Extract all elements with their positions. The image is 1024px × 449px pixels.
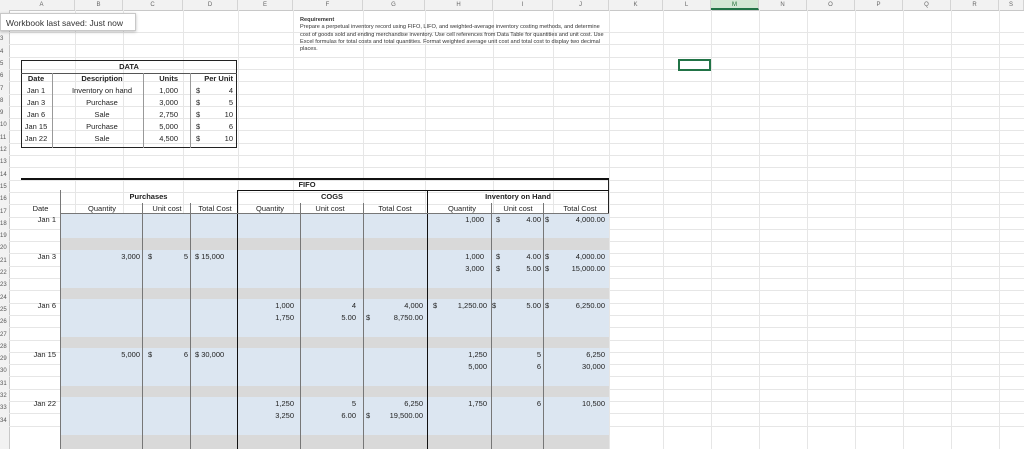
fifo-jan3-p-uc-cur: $ [148, 252, 153, 261]
data-row-description[interactable]: Purchase [86, 98, 118, 107]
data-row-description[interactable]: Inventory on hand [71, 86, 133, 95]
row-header-22[interactable]: 22 [0, 270, 7, 276]
fifo-jan3-p-uc[interactable]: 5 [183, 252, 188, 261]
row-header-11[interactable]: 11 [0, 134, 7, 141]
fifo-jan3-p-qty[interactable]: 3,000 [121, 252, 140, 261]
fifo-jan1-inv-tc-cur: $ [545, 215, 550, 224]
fifo-jan22-inv-qty1[interactable]: 1,750 [468, 399, 487, 408]
row-header-34[interactable]: 34 [0, 417, 7, 424]
fifo-jan6-inv-tc-cur: $ [545, 301, 550, 310]
fifo-jan3-inv-uc2-cur: $ [496, 264, 501, 273]
fifo-jan15-p-qty[interactable]: 5,000 [121, 350, 140, 359]
fifo-column-line [543, 203, 544, 449]
fifo-column-line [363, 203, 364, 449]
row-header-26[interactable]: 26 [0, 319, 7, 326]
data-row-currency[interactable]: $ [196, 110, 201, 119]
row-header-9[interactable]: 9 [0, 110, 4, 117]
data-header-units: Units [159, 74, 178, 83]
row-header-16[interactable]: 16 [0, 196, 7, 203]
data-row-units[interactable]: 2,750 [159, 110, 178, 119]
row-header-20[interactable]: 20 [0, 245, 7, 252]
fifo-header-date: Date [32, 204, 49, 213]
column-header-l[interactable]: L [663, 0, 711, 10]
fifo-jan6-cogs-uc2[interactable]: 5.00 [341, 313, 356, 322]
fifo-jan6-inv-cur: $ [433, 301, 438, 310]
column-header-d[interactable]: D [183, 0, 238, 10]
fifo-jan22-inv-tc1[interactable]: 10,500 [582, 399, 605, 408]
row-header-24[interactable]: 24 [0, 294, 7, 301]
data-row-per-unit[interactable]: 4 [228, 86, 233, 95]
data-row-description[interactable]: Purchase [86, 122, 118, 131]
fifo-jan15-inv-uc2[interactable]: 6 [536, 362, 541, 371]
requirement-text: Prepare a perpetual inventory record using FIFO, LIFO, and weighted-average inventory costing methods, and determine cost of goods sold and ending merchandise inventory. Use cell references from Data Table for quantities and unit cost. Use Excel formulas for total costs and total quantities. Format weighted average unit cost and total cost to display two decimal places. [300, 24, 604, 53]
fifo-column-line [300, 203, 301, 449]
data-row-units[interactable]: 4,500 [159, 134, 178, 143]
data-header-date: Date [27, 74, 45, 83]
data-table-column-line [52, 73, 53, 148]
row-header-25[interactable]: 25 [0, 306, 7, 313]
fifo-jan22-cogs-tc2-cur: $ [366, 411, 371, 420]
fifo-jan22-cogs-tc2[interactable]: 19,500.00 [389, 411, 423, 420]
column-header-f[interactable]: F [293, 0, 363, 10]
grid-row-line [9, 155, 1024, 156]
fifo-jan22-cogs-qty2[interactable]: 3,250 [275, 411, 294, 420]
column-header-p[interactable]: P [855, 0, 903, 10]
row-header-14[interactable]: 14 [0, 171, 7, 178]
fifo-jan3-inv-tc2[interactable]: 15,000.00 [571, 264, 605, 273]
row-header-6[interactable]: 6 [0, 73, 4, 80]
fifo-jan6-cogs-tc1[interactable]: 4,000 [404, 301, 423, 310]
fifo-jan15-p-uc[interactable]: 6 [183, 350, 188, 359]
data-table-title: DATA [119, 62, 139, 71]
fifo-header-i-unit-cost: Unit cost [503, 204, 533, 213]
column-header-a[interactable]: A [9, 0, 75, 10]
requirement-title: Requirement [300, 17, 335, 23]
row-header-17[interactable]: 17 [0, 208, 7, 215]
fifo-jan15-p-uc-cur: $ [148, 350, 153, 359]
fifo-jan6-cogs-tc2-cur: $ [366, 313, 371, 322]
fifo-jan1-inv-tc[interactable]: 4,000.00 [575, 215, 605, 224]
data-row-units[interactable]: 5,000 [159, 122, 178, 131]
column-header-c[interactable]: C [123, 0, 183, 10]
fifo-jan15-inv-uc1[interactable]: 5 [536, 350, 541, 359]
fifo-jan15-inv-tc1[interactable]: 6,250 [586, 350, 605, 359]
data-row-units[interactable]: 3,000 [159, 98, 178, 107]
column-header-e[interactable]: E [238, 0, 293, 10]
data-row-date[interactable]: Jan 3 [26, 98, 46, 107]
fifo-jan1-inv-uc-cur: $ [496, 215, 501, 224]
fifo-jan3-inv-tc1[interactable]: 4,000.00 [575, 252, 605, 261]
fifo-jan6-inv-uc1[interactable]: 5.00 [526, 301, 541, 310]
fifo-jan15-inv-qty2[interactable]: 5,000 [468, 362, 487, 371]
save-status-toast: Workbook last saved: Just now [0, 13, 136, 31]
fifo-jan3-inv-uc2[interactable]: 5.00 [526, 264, 541, 273]
selected-cell[interactable] [678, 59, 711, 71]
row-header-27[interactable]: 27 [0, 331, 7, 338]
requirement-note [300, 17, 610, 53]
fifo-header-p-unit-cost: Unit cost [152, 204, 182, 213]
data-row-per-unit[interactable]: 10 [224, 110, 233, 119]
column-header-m[interactable]: M [711, 0, 759, 10]
row-header-13[interactable]: 13 [0, 159, 7, 166]
fifo-title: FIFO [298, 180, 316, 189]
fifo-column-line [60, 190, 61, 449]
fifo-jan15-inv-tc2[interactable]: 30,000 [582, 362, 605, 371]
fifo-jan22-cogs-uc2[interactable]: 6.00 [341, 411, 356, 420]
fifo-jan15-inv-qty1[interactable]: 1,250 [468, 350, 487, 359]
data-row-description[interactable]: Sale [94, 134, 110, 143]
row-header-10[interactable]: 10 [0, 122, 7, 129]
data-table-column-line [190, 73, 191, 148]
fifo-jan15-p-tc[interactable]: $ 30,000 [195, 350, 225, 359]
fifo-jan6-cogs-qty2[interactable]: 1,750 [275, 313, 294, 322]
fifo-jan3-inv-tc1-cur: $ [545, 252, 550, 261]
row-header-4[interactable]: 4 [0, 48, 4, 55]
fifo-header-i-qty: Quantity [448, 204, 476, 213]
data-row-date[interactable]: Jan 6 [26, 110, 46, 119]
column-header-g[interactable]: G [363, 0, 425, 10]
fifo-date-jan6[interactable]: Jan 6 [37, 301, 56, 310]
row-header-8[interactable]: 8 [0, 97, 4, 104]
fifo-jan6-cogs-uc1[interactable]: 4 [351, 301, 356, 310]
data-row-units[interactable]: 1,000 [159, 86, 178, 95]
column-header-k[interactable]: K [609, 0, 663, 10]
column-header-s[interactable]: S [999, 0, 1024, 10]
row-header-12[interactable]: 12 [0, 147, 7, 153]
fifo-jan6-cogs-qty1[interactable]: 1,000 [275, 301, 294, 310]
column-header-i[interactable]: I [493, 0, 553, 10]
row-header-21[interactable]: 21 [0, 257, 7, 264]
row-header-29[interactable]: 29 [0, 356, 7, 363]
data-table-column-line [143, 73, 144, 148]
data-row-per-unit[interactable]: 5 [228, 98, 233, 107]
row-header-18[interactable]: 18 [0, 220, 7, 227]
fifo-column-line [142, 203, 143, 449]
row-header-31[interactable]: 31 [0, 380, 7, 387]
column-header-b[interactable]: B [75, 0, 123, 10]
row-header-5[interactable]: 5 [0, 60, 4, 67]
column-header-o[interactable]: O [807, 0, 855, 10]
fifo-jan3-inv-uc1-cur: $ [496, 252, 501, 261]
fifo-jan3-inv-qty2[interactable]: 3,000 [465, 264, 484, 273]
column-header-r[interactable]: R [951, 0, 999, 10]
fifo-jan3-p-tc[interactable]: $ 15,000 [195, 252, 225, 261]
row-header-3[interactable]: 3 [0, 36, 4, 43]
fifo-date-jan22[interactable]: Jan 22 [33, 399, 56, 408]
grid-row-line [9, 57, 1024, 58]
row-header-19[interactable]: 19 [0, 233, 7, 240]
fifo-column-line [190, 203, 191, 449]
fifo-group-purchases: Purchases [129, 192, 168, 201]
data-row-date[interactable]: Jan 1 [26, 86, 46, 95]
row-header-28[interactable]: 28 [0, 343, 7, 350]
fifo-jan22-cogs-uc1[interactable]: 5 [351, 399, 356, 408]
column-header-h[interactable]: H [425, 0, 493, 10]
fifo-jan22-cogs-qty1[interactable]: 1,250 [275, 399, 294, 408]
data-row-per-unit[interactable]: 10 [224, 134, 233, 143]
fifo-date-jan1[interactable]: Jan 1 [37, 215, 56, 224]
fifo-column-line [491, 203, 492, 449]
fifo-jan3-inv-qty1[interactable]: 1,000 [465, 252, 484, 261]
fifo-jan3-inv-uc1[interactable]: 4.00 [526, 252, 541, 261]
row-header-23[interactable]: 23 [0, 282, 7, 289]
data-row-currency[interactable]: $ [196, 122, 201, 131]
row-header-15[interactable]: 15 [0, 183, 7, 190]
fifo-column-line [237, 190, 238, 449]
grid-row-line [9, 167, 1024, 168]
data-row-date[interactable]: Jan 22 [24, 134, 48, 143]
data-row-description[interactable]: Sale [94, 110, 110, 119]
fifo-group-cogs: COGS [320, 192, 344, 201]
fifo-header-c-unit-cost: Unit cost [315, 204, 345, 213]
row-header-32[interactable]: 32 [0, 393, 7, 399]
fifo-date-jan3[interactable]: Jan 3 [37, 252, 56, 261]
fifo-header-c-total-cost: Total Cost [378, 204, 412, 213]
data-header-description: Description [81, 74, 123, 83]
data-row-currency[interactable]: $ [196, 98, 201, 107]
fifo-jan6-inv-qty1[interactable]: 1,250.00 [457, 301, 487, 310]
data-row-per-unit[interactable]: 6 [228, 122, 233, 131]
column-header-bar [0, 0, 1024, 11]
data-row-currency[interactable]: $ [196, 86, 201, 95]
column-header-n[interactable]: N [759, 0, 807, 10]
data-row-date[interactable]: Jan 15 [24, 122, 48, 131]
row-header-33[interactable]: 33 [0, 405, 7, 412]
column-header-j[interactable]: J [553, 0, 609, 10]
row-header-7[interactable]: 7 [0, 85, 4, 92]
fifo-jan1-inv-uc[interactable]: 4.00 [526, 215, 541, 224]
fifo-header-p-total-cost: Total Cost [198, 204, 232, 213]
fifo-jan6-inv-uc1-cur: $ [492, 301, 497, 310]
fifo-header-p-qty: Quantity [88, 204, 116, 213]
fifo-jan1-inv-qty[interactable]: 1,000 [465, 215, 484, 224]
data-row-currency[interactable]: $ [196, 134, 201, 143]
fifo-jan22-cogs-tc1[interactable]: 6,250 [404, 399, 423, 408]
fifo-column-line [427, 190, 428, 449]
column-header-q[interactable]: Q [903, 0, 951, 10]
fifo-jan6-cogs-tc2[interactable]: 8,750.00 [393, 313, 423, 322]
fifo-header-i-total-cost: Total Cost [563, 204, 597, 213]
fifo-group-inventory: Inventory on Hand [485, 192, 551, 201]
fifo-header-c-qty: Quantity [256, 204, 284, 213]
fifo-jan22-inv-uc1[interactable]: 6 [536, 399, 541, 408]
fifo-jan3-inv-tc2-cur: $ [545, 264, 550, 273]
data-header-per-unit: Per Unit [204, 74, 233, 83]
fifo-jan6-inv-tc1[interactable]: 6,250.00 [575, 301, 605, 310]
row-header-30[interactable]: 30 [0, 368, 7, 375]
fifo-date-jan15[interactable]: Jan 15 [33, 350, 56, 359]
